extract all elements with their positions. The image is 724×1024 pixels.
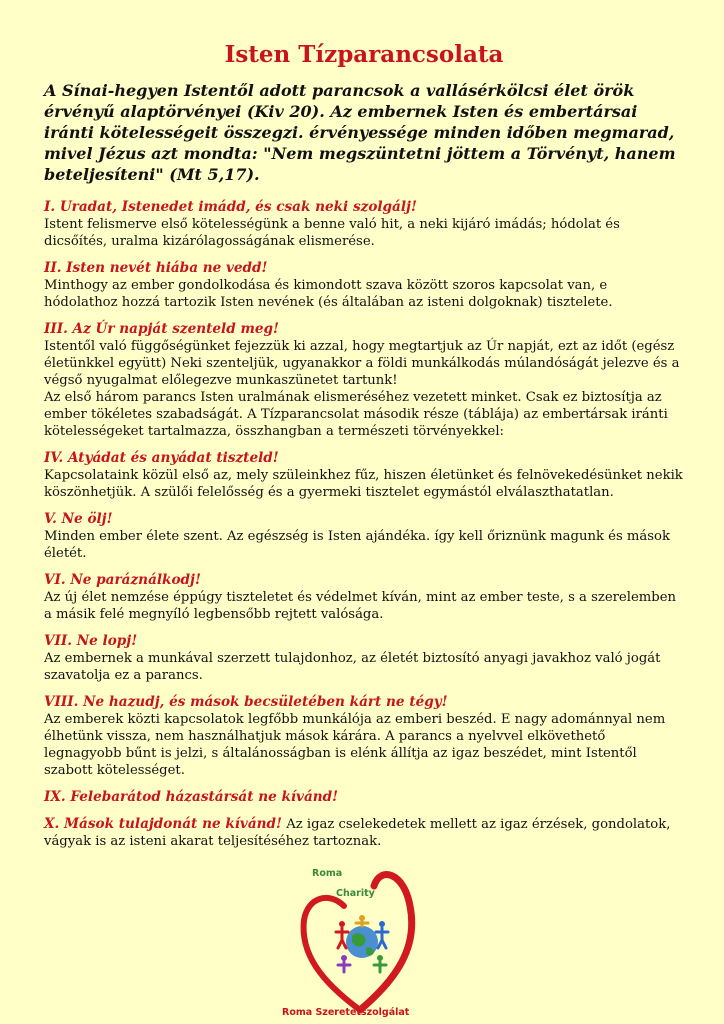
- intro-paragraph: A Sínai-hegyen Istentől adott parancsok a vallásérkölcsi élet örök érvényű alaptörvényei (Kiv 20). Az embernek Isten és embertársai iránti kötelességeit összegzi. érvényessége minden időben megmarad, mivel Jézus azt mondta: "Nem megszüntetni jöttem a Törvényt, hanem beteljesíteni" (Mt 5,17).: [44, 81, 676, 184]
- commandment-title: VIII. Ne hazudj, és mások becsületében kárt ne tégy!: [44, 694, 448, 710]
- commandment-title: IV. Atyádat és anyádat tiszteld!: [44, 450, 279, 466]
- commandment-body: Minden ember élete szent. Az egészség is Isten ajándéka. így kell őriznünk magunk és mások életét.: [44, 529, 670, 561]
- commandment-title: I. Uradat, Istenedet imádd, és csak neki szolgálj!: [44, 199, 417, 215]
- commandment-title: X. Mások tulajdonát ne kívánd!: [44, 816, 282, 832]
- logo-roma-text: Roma: [312, 868, 343, 879]
- commandment-title: II. Isten nevét hiába ne vedd!: [44, 260, 268, 276]
- commandment-2: [44, 260, 684, 311]
- commandment-title: VI. Ne paráználkodj!: [44, 572, 201, 588]
- commandment-9: [44, 789, 684, 806]
- commandment-body-extra: Az első három parancs Isten uralmának elismeréséhez vezetett minket. Csak ez biztosítja az ember tökéletes szabadságát. A Tízparancsolat második része (táblája) az embertársak iránti kötelességeket tartalmazza, összhangban a természeti törvényekkel:: [44, 390, 668, 439]
- commandment-10: [44, 816, 684, 850]
- commandment-body: Istent felismerve első kötelességünk a benne való hit, a neki kijáró imádás; hódolat és dicsőítés, uralma kizárólagosságának elismerése.: [44, 217, 620, 249]
- commandment-7: [44, 633, 684, 684]
- commandment-title: IX. Felebarátod házastársát ne kívánd!: [44, 789, 339, 805]
- commandment-title: III. Az Úr napját szenteld meg!: [44, 321, 279, 337]
- commandment-body: Az emberek közti kapcsolatok legfőbb munkálója az emberi beszéd. E nagy adománnyal nem élhetünk vissza, nem használhatjuk mások kárára. A parancs a nyelvvel elkövethető legnagyobb bűnt is jelzi, s általánosságban is elénk állítja az igaz beszédet, mint Istentől szabott kötelességet.: [44, 712, 666, 778]
- commandment-title: V. Ne ölj!: [44, 511, 113, 527]
- heart-logo-icon: [282, 862, 442, 1022]
- commandment-5: [44, 511, 684, 562]
- commandment-3: [44, 321, 684, 440]
- commandment-1: [44, 199, 684, 250]
- commandment-6: [44, 572, 684, 623]
- commandment-body: Kapcsolataink közül első az, mely szüleinkhez fűz, hiszen életünket és felnövekedésünket nekik köszönhetjük. A szülői felelősség és a gyermeki tisztelet egymástól elválaszthatatlan.: [44, 468, 683, 500]
- commandment-title: VII. Ne lopj!: [44, 633, 138, 649]
- commandment-8: [44, 694, 684, 779]
- logo-organization-name: Roma Szeretetszolgálat: [282, 1007, 410, 1018]
- commandment-body: Minthogy az ember gondolkodása és kimondott szava között szoros kapcsolat van, e hódolathoz hozzá tartozik Isten nevének (és általában az isteni dolgoknak) tisztelete.: [44, 278, 613, 310]
- document-page: [44, 38, 684, 860]
- roma-charity-logo: [282, 862, 442, 1022]
- commandment-body: Istentől való függőségünket fejezzük ki azzal, hogy megtartjuk az Úr napját, ezt az időt (egész életünkkel együtt) Neki szenteljük, ugyanakkor a földi munkálkodás múlandóságát jelezve és a végső nyugalmat előlegezve munkaszünetet tartunk!: [44, 339, 680, 388]
- logo-charity-text: Charity: [336, 888, 375, 899]
- commandment-body: Az igaz cselekedetek mellett az igaz érzések, gondolatok, vágyak is az isteni akarat teljesítéséhez tartoznak.: [44, 817, 671, 849]
- commandment-body: Az új élet nemzése éppúgy tiszteletet és védelmet kíván, mint az ember teste, s a szerelemben a másik felé megnyíló legbensőbb rejtett valósága.: [44, 590, 677, 622]
- page-title: Isten Tízparancsolata: [224, 41, 504, 68]
- commandment-body: Az embernek a munkával szerzett tulajdonhoz, az életét biztosító anyagi javakhoz való jogát szavatolja ez a parancs.: [44, 651, 661, 683]
- commandment-4: [44, 450, 684, 501]
